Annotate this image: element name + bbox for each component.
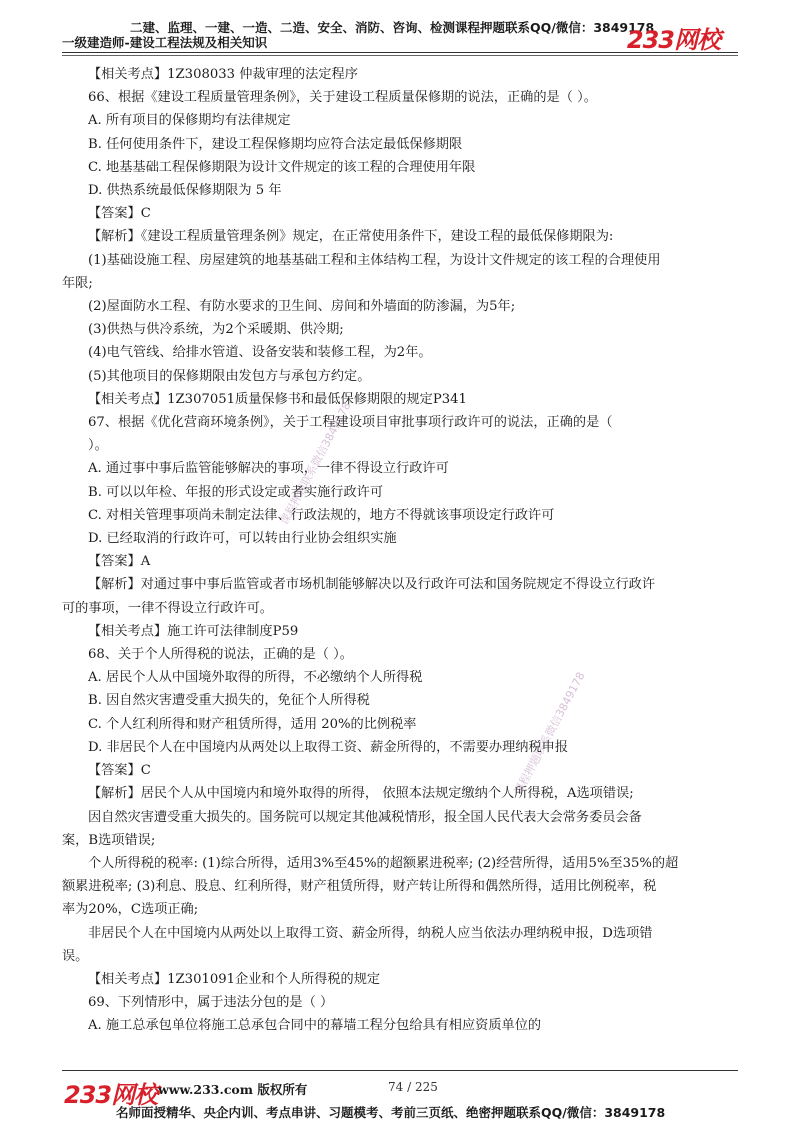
- body-line: ）。: [88, 438, 108, 454]
- body-line: A. 施工总承包单位将施工总承包合同中的幕墙工程分包给具有相应资质单位的: [88, 1018, 542, 1034]
- body-line: 69、下列情形中，属于违法分包的是（ ）: [88, 995, 334, 1011]
- body-line: 案，B选项错误;: [62, 832, 156, 848]
- body-line: C. 对相关管理事项尚未制定法律、行政法规的，地方不得就该事项设定行政许可: [88, 507, 555, 523]
- body-line: (3)供热与供冷系统，为2个采暖期、供冷期;: [88, 322, 344, 338]
- body-line: A. 居民个人从中国境外取得的所得，不必缴纳个人所得税: [88, 670, 423, 686]
- body-line: D. 已经取消的行政许可，可以转由行业协会组织实施: [88, 531, 397, 547]
- watermark-text: 课程押题联系微信3849178: [511, 669, 588, 798]
- body-line: 可的事项，一律不得设立行政许可。: [62, 600, 273, 616]
- footer-divider: [62, 1070, 738, 1071]
- body-line: 【解析】《建设工程质量管理条例》规定，在正常使用条件下，建设工程的最低保修期限为:: [88, 229, 614, 245]
- body-line: 年限;: [62, 275, 93, 291]
- page-number: 74 / 225: [388, 1080, 438, 1094]
- body-line: 因自然灾害遭受重大损失的。国务院可以规定其他减税情形，报全国人民代表大会常务委员会备: [88, 809, 642, 825]
- body-line: 【解析】对通过事中事后监管或者市场机制能够解决以及行政许可法和国务院规定不得设立行政许: [88, 577, 656, 593]
- document-body: [62, 63, 738, 1038]
- body-line: A. 所有项目的保修期均有法律规定: [88, 113, 291, 129]
- body-line: 【相关考点】1Z307051质量保修书和最低保修期限的规定P341: [88, 391, 467, 407]
- body-line: 非居民个人在中国境内从两处以上取得工资、薪金所得，纳税人应当依法办理纳税申报，D选项错: [88, 925, 653, 941]
- body-line: 个人所得税的税率: (1)综合所得，适用3%至45%的超额累进税率; (2)经营所得，适用5%至35%的超: [88, 855, 679, 871]
- watermark-text: 课程押题联系微信3849178: [277, 399, 354, 528]
- body-line: D. 非居民个人在中国境内从两处以上取得工资、薪金所得的，不需要办理纳税申报: [88, 739, 569, 755]
- body-line: 【答案】C: [88, 206, 151, 222]
- body-line: B. 可以以年检、年报的形式设定或者实施行政许可: [88, 484, 384, 500]
- header-divider-thin: [62, 55, 738, 56]
- brand-logo: 233网校: [626, 26, 720, 54]
- body-line: D. 供热系统最低保修期限为 5 年: [88, 183, 282, 199]
- footer-promo-text: 名师面授精华、央企内训、考点串讲、习题模考、考前三页纸、绝密押题联系QQ/微信：3849178: [116, 1105, 666, 1120]
- body-line: B. 因自然灾害遭受重大损失的，免征个人所得税: [88, 693, 370, 709]
- body-line: 【相关考点】施工许可法律制度P59: [88, 623, 299, 639]
- body-line: 额累进税率; (3)利息、股息、红利所得，财产租赁所得，财产转让所得和偶然所得，适用比例税率，税: [62, 879, 657, 895]
- body-line: A. 通过事中事后监管能够解决的事项，一律不得设立行政许可: [88, 461, 449, 477]
- body-line: 率为20%，C选项正确;: [62, 902, 199, 918]
- body-line: (1)基础设施工程、房屋建筑的地基基础工程和主体结构工程，为设计文件规定的该工程的合理使用: [88, 252, 661, 268]
- footer-copyright: www.233.com 版权所有: [158, 1082, 308, 1097]
- body-line: 66、根据《建设工程质量管理条例》，关于建设工程质量保修期的说法，正确的是（ ）。: [88, 90, 597, 106]
- body-line: 误。: [62, 948, 89, 964]
- header-divider: [62, 52, 738, 53]
- body-line: 【相关考点】1Z308033 仲裁审理的法定程序: [88, 67, 358, 82]
- body-line: 68、关于个人所得税的说法，正确的是（ ）。: [88, 647, 353, 663]
- body-line: (2)屋面防水工程、有防水要求的卫生间、房间和外墙面的防渗漏，为5年;: [88, 299, 516, 315]
- body-line: 【相关考点】1Z301091企业和个人所得税的规定: [88, 971, 381, 987]
- body-line: 【答案】A: [88, 554, 151, 570]
- body-line: 【答案】C: [88, 763, 151, 779]
- body-line: C. 个人红利所得和财产租赁所得，适用 20%的比例税率: [88, 716, 417, 732]
- body-line: 67、根据《优化营商环境条例》，关于工程建设项目审批事项行政许可的说法，正确的是（: [88, 415, 613, 431]
- header-book-title: 一级建造师-建设工程法规及相关知识: [62, 35, 268, 50]
- body-line: 【解析】居民个人从中国境内和境外取得的所得， 依照本法规定缴纳个人所得税，A选项错误;: [88, 786, 634, 802]
- body-line: C. 地基基础工程保修期限为设计文件规定的该工程的合理使用年限: [88, 159, 476, 175]
- body-line: (5)其他项目的保修期限由发包方与承包方约定。: [88, 368, 371, 384]
- footer-brand-logo: 233网校: [64, 1081, 158, 1109]
- header-promo-text: 二建、监理、一建、一造、二造、安全、消防、咨询、检测课程押题联系QQ/微信：3849178: [130, 20, 655, 35]
- body-line: B. 任何使用条件下，建设工程保修期均应符合法定最低保修期限: [88, 136, 463, 152]
- body-line: (4)电气管线、给排水管道、设备安装和装修工程，为2年。: [88, 345, 432, 361]
